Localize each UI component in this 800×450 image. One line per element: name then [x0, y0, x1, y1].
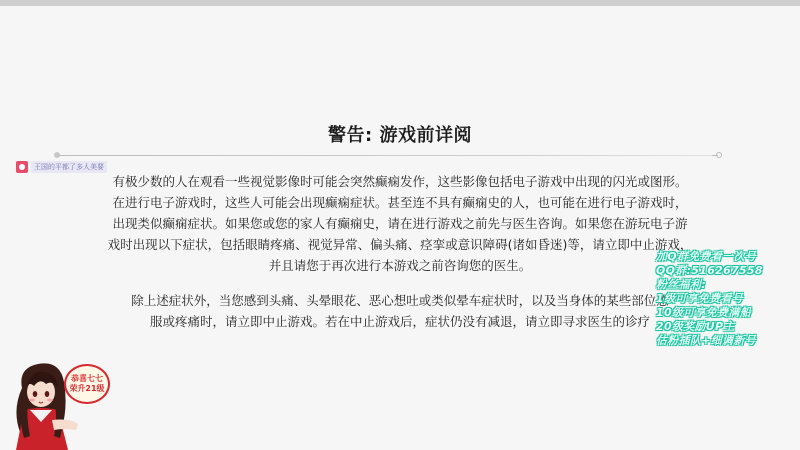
warning-paragraph-2	[80, 290, 720, 332]
warning-title: 警告: 游戏前详阅	[328, 125, 472, 146]
app-icon	[16, 161, 28, 173]
paragraph-line: 服或疼痛时，请立即中止游戏。若在中止游戏后，症状仍没有减退，请立即寻求医生的诊疗	[149, 314, 650, 329]
promo-line: 加Q群免费看一次号	[656, 250, 757, 263]
title-divider	[58, 155, 718, 156]
top-strip	[0, 0, 800, 6]
overlay-tag-text: 王国的平都了多人美要	[31, 161, 107, 173]
promo-line: 20级奖励UP主	[656, 320, 735, 333]
paragraph-line: 戏时出现以下症状，包括眼睛疼痛、视觉异常、偏头痛、痉挛或意识障碍(诸如昏迷)等，请立即中止游戏，	[107, 237, 693, 252]
promo-line: 1级可享免费看号	[656, 292, 744, 305]
paragraph-line: 出现类似癫痫症状。如果您或您的家人有癫痫史，请在进行游戏之前先与医生咨询。如果您在游玩电子游	[112, 216, 688, 231]
promo-line: 10级可享免费满船	[656, 306, 752, 319]
badge-line-2: 荣升21级	[69, 384, 105, 393]
promo-line: QQ群:516267558	[656, 264, 763, 277]
paragraph-line: 并且请您于再次进行本游戏之前咨询您的医生。	[268, 258, 532, 273]
paragraph-line: 有极少数的人在观看一些视觉影像时可能会突然癫痫发作，这些影像包括电子游戏中出现的闪光或图形。	[112, 174, 688, 189]
level-up-badge	[64, 364, 110, 404]
divider-right-ornament	[712, 152, 722, 159]
paragraph-line: 除上述症状外，当您感到头痛、头晕眼花、恶心想吐或类似晕车症状时，以及当身体的某些部位感	[131, 293, 669, 308]
promo-line: 粉丝福利:	[656, 278, 706, 291]
warning-paragraph-1	[80, 171, 720, 276]
promo-line: 估粉插队+细调新号	[656, 334, 756, 347]
badge-line-1: 恭喜七七	[71, 374, 103, 383]
paragraph-line: 在进行电子游戏时，这些人可能会出现癫痫症状。甚至连不具有癫痫史的人，也可能在进行电子游戏时，	[112, 195, 688, 210]
promo-overlay	[656, 250, 796, 348]
